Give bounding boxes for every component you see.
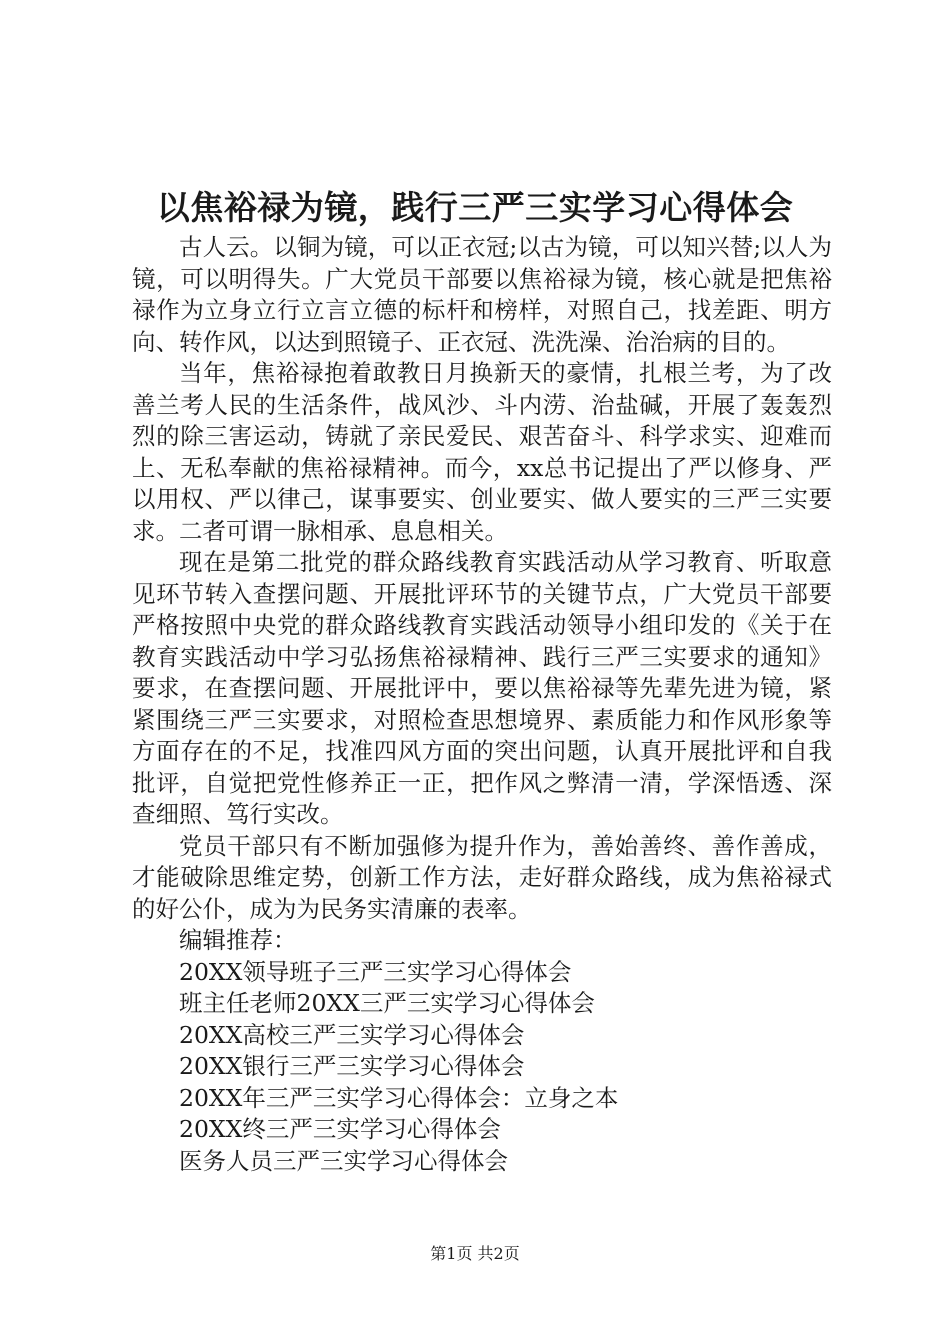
paragraph-1: 古人云。以铜为镜，可以正衣冠;以古为镜，可以知兴替;以人为镜，可以明得失。广大党员干部要以焦裕禄为镜，核心就是把焦裕禄作为立身立行立言立德的标杆和榜样，对照自己，找差距、明方向、转作风，以达到照镜子、正衣冠、洗洗澡、治治病的目的。 [132, 233, 832, 356]
recommend-section [132, 925, 832, 1177]
document-body [132, 232, 832, 1177]
document-title: 以焦裕禄为镜，践行三严三实学习心得体会 [156, 188, 794, 227]
recommend-item[interactable]: 20XX终三严三实学习心得体会 [179, 1115, 501, 1143]
paragraph-3: 现在是第二批党的群众路线教育实践活动从学习教育、听取意见环节转入查摆问题、开展批评环节的关键节点，广大党员干部要严格按照中央党的群众路线教育实践活动领导小组印发的《关于在教育实践活动中学习弘扬焦裕禄精神、践行三严三实要求的通知》要求，在查摆问题、开展批评中，要以焦裕禄等先辈先进为镜，紧紧围绕三严三实要求，对照检查思想境界、素质能力和作风形象等方面存在的不足，找准四风方面的突出问题，认真开展批评和自我批评，自觉把党性修养正一正，把作风之弊清一清，学深悟透、深查细照、笃行实改。 [132, 548, 832, 828]
paragraph-4: 党员干部只有不断加强修为提升作为，善始善终、善作善成，才能破除思维定势，创新工作方法，走好群众路线，成为焦裕禄式的好公仆，成为为民务实清廉的表率。 [132, 831, 832, 923]
recommend-item[interactable]: 20XX领导班子三严三实学习心得体会 [179, 957, 572, 986]
recommend-item[interactable]: 20XX银行三严三实学习心得体会 [179, 1052, 525, 1080]
recommend-item[interactable]: 20XX高校三严三实学习心得体会 [179, 1020, 525, 1049]
recommend-item[interactable]: 20XX年三严三实学习心得体会：立身之本 [179, 1083, 619, 1112]
recommend-item[interactable]: 班主任老师20XX三严三实学习心得体会 [179, 989, 595, 1017]
paragraph-2: 当年，焦裕禄抱着敢教日月换新天的豪情，扎根兰考，为了改善兰考人民的生活条件，战风沙、斗内涝、治盐碱，开展了轰轰烈烈的除三害运动，铸就了亲民爱民、艰苦奋斗、科学求实、迎难而上、无私奉献的焦裕禄精神。而今，xx总书记提出了严以修身、严以用权、严以律己，谋事要实、创业要实、做人要实的三严三实要求。二者可谓一脉相承、息息相关。 [132, 359, 832, 545]
recommend-item[interactable]: 医务人员三严三实学习心得体会 [179, 1146, 508, 1175]
page-number-footer: 第1页 共2页 [430, 1244, 520, 1263]
recommend-label: 编辑推荐： [179, 926, 297, 954]
